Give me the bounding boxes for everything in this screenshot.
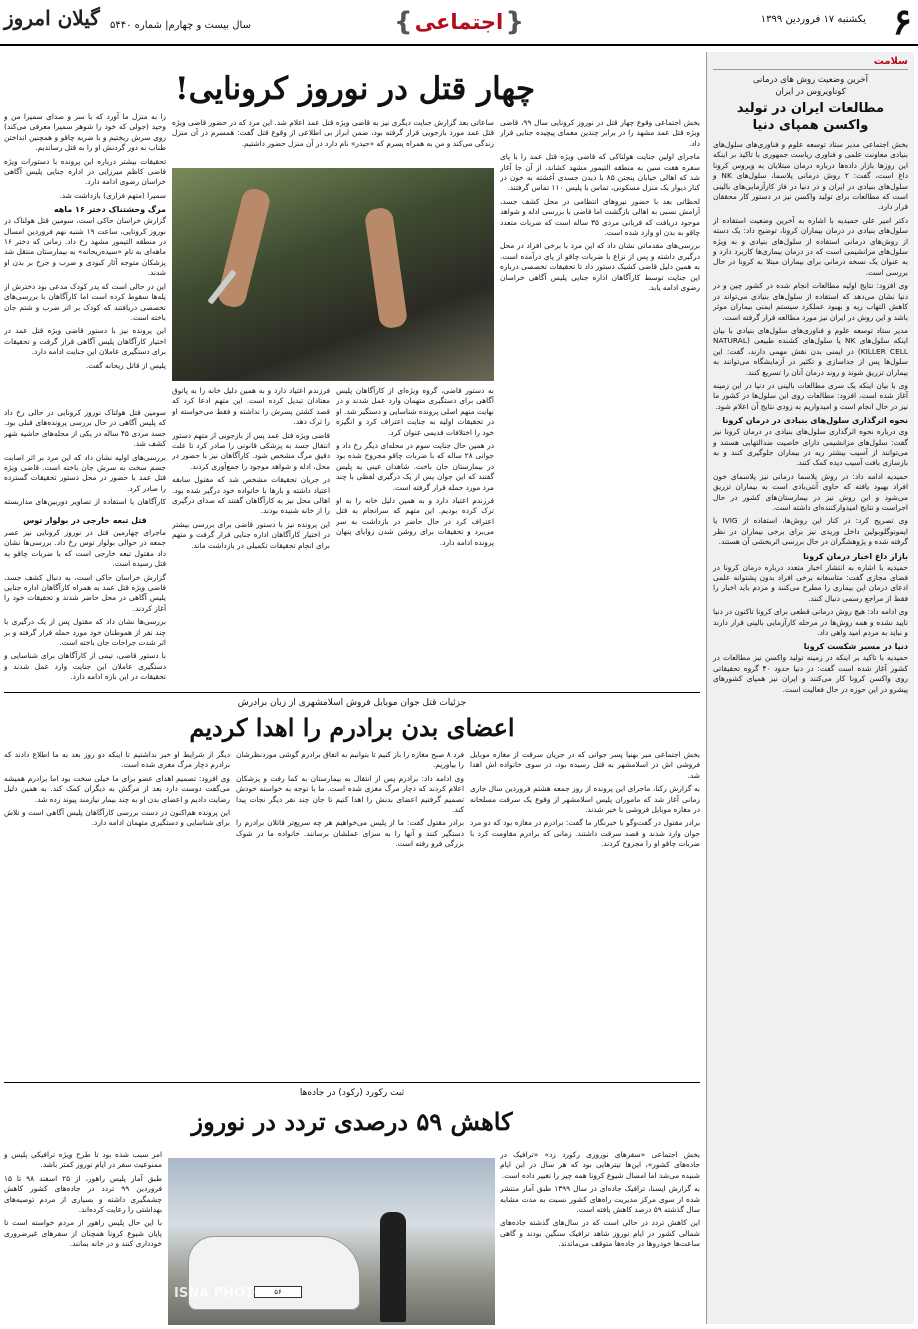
article1-paragraph: این پرونده نیز با دستور قاضی ویژه قتل عمد در اختیار کارآگاهان پلیس آگاهی قرار گرفت و تحقیقات برای دستگیری عاملان این جنایت ادامه دارد. — [4, 326, 166, 357]
article3-paragraph: با این حال پلیس راهور از مردم خواسته است تا پایان شیوع کرونا همچنان از سفرهای غیرضروری خودداری کنند و در خانه بمانند. — [4, 1218, 162, 1249]
article1-paragraph: در جریان تحقیقات مشخص شد که مقتول سابقه اعتیاد داشته و بارها با خانواده خود درگیر شده بود. اهالی محل نیز به کارآگاهان گفتند که صدای درگیری را از خانه شنیده بودند. — [172, 475, 330, 516]
sidebar-headline: مطالعات ایران در تولید واکسن همپای دنیا — [736, 101, 885, 133]
license-plate: ۵۶ — [254, 1286, 302, 1298]
article1-column — [336, 386, 494, 688]
sidebar-paragraph: حمیدیه با تاکید بر اینکه در زمینه تولید واکسن نیز مطالعات در کشور آغاز شده است گفت: در دنیا حدود ۴۰ گروه تحقیقاتی روی واکسن کرونا کار می‌کنند و ایران نیز همپای کشورهای پیشرو در این حوزه در حال فعالیت است. — [713, 653, 909, 694]
police-officer-figure — [380, 1212, 406, 1322]
article3-paragraph: بخش اجتماعی «سفرهای نوروزی رکورد زد» «ترافیک در جاده‌های کشور»، این‌ها تیترهایی بود که هر سال در این ایام شنیده می‌شد اما امسال شیوع کرونا همه چیز را تغییر داده است. — [500, 1150, 700, 1180]
article1-paragraph: سومین قتل هولناک نوروز کرونایی در حالی رخ داد که پلیس آگاهی در حال بررسی پرونده‌های قبلی بود. جسد مردی ۴۵ ساله در یکی از محله‌های حاشیه شهر کشف شد. — [4, 408, 166, 449]
article2-headline: اعضای بدن برادرم را اهدا کردیم — [189, 713, 515, 742]
article1-paragraph: گزارش خراسان حاکی است، سومین قتل هولناک در نوروز کرونایی، ساعت ۱۹ شنبه نهم فروردین امسال در منطقه التیمور مشهد رخ داد. زمانی که دختر ۱۶ ماهه‌ای به نام «سیده‌ریحانه» به بیمارستان منتقل شد پزشکان متوجه آثار کبودی و ضرب و جرح بر بدن او شدند. — [4, 216, 166, 278]
sidebar-paragraph: دکتر امیر علی حمیدیه با اشاره به آخرین وضعیت استفاده از سلول‌های بنیادی در درمان بیماران کرونا، توضیح داد: یک دسته از روش‌های درمانی استفاده از سلول‌های بنیادی و به ویژه سلول‌های مزانشیمی است که در درمان بیماری‌ها کاربرد دارد و به عنوان یک نسخه درمانی برای بیماران مبتلا به کرونا در حال بررسی است. — [713, 215, 908, 277]
sidebar-kicker-2: کوناویروس در ایران — [775, 87, 846, 97]
article3-column — [500, 1150, 700, 1326]
article2-paragraph: وی افزود: تصمیم اهدای عضو برای ما خیلی سخت بود اما برادرم همیشه می‌گفت دوست دارد بعد از مرگش به دیگران کمک کند. به همین دلیل رضایت دادیم و اعضای بدن او به چند بیمار نیازمند پیوند زده شد. — [4, 773, 230, 804]
issue-info: سال بیست و چهارم| شماره ۵۴۴۰ — [110, 20, 251, 31]
article2-paragraph: برادر مقتول گفت: ما از پلیس می‌خواهیم هر چه سریع‌تر قاتلان برادرم را دستگیر کنند و آنها را به سزای عملشان برسانند. خانواده ما در شوک بزرگی فرو رفته است. — [236, 818, 464, 849]
article1-paragraph: پلیس از قاتل ریحانه گفت. — [85, 360, 166, 370]
article1-subhead: قتل تبعه خارجی در بولوار توس — [23, 516, 147, 525]
sidebar-section: سلامت — [713, 56, 908, 70]
sidebar-subhead: دنیا در مسیر شکست کرونا — [803, 642, 908, 652]
article1-paragraph: فرزندم اعتیاد دارد و به همین دلیل خانه را به او ترک کرده بودیم. این متهم که سرانجام به قتل اعتراف کرد در حال حاضر در بازداشت به سر می‌برد و تحقیقات برای روشن شدن زوایای پنهان پرونده ادامه دارد. — [336, 496, 494, 547]
article2-kicker: جزئیات قتل جوان موبایل فروش اسلامشهری از زبان برادرش — [237, 698, 467, 708]
divider — [4, 1082, 700, 1083]
dateline: یکشنبه ۱۷ فروردین ۱۳۹۹ — [760, 14, 866, 25]
article2-paragraph: بخش اجتماعی میر بهنیا پسر جوانی که در جریان سرقت از مغازه موبایل فروشی اش در اسلامشهر به قتل رسیده بود، در سوی خانواده اش اهدا شد. — [470, 750, 700, 780]
article1-paragraph: این در حالی است که پدر کودک مدعی بود دخترش از پله‌ها سقوط کرده است اما کارآگاهان با بررسی‌های تخصصی دریافتند که کودک بر اثر ضرب و شتم جان باخته است. — [4, 281, 166, 322]
article1-paragraph: ساعاتی بعد گزارش جنایت دیگری نیز به قاضی ویژه قتل عمد اعلام شد. این مرد که در حضور قاضی ویژه قتل عمد مورد بازجویی قرار گرفته بود، ضمن ابراز بی اطلاعی از وقوع قتل گفت: همسرم در آن منزل زندگی می‌کند و من به همراه پسرم که «حیدر» نام دارد در آن منزل حضور داشتیم. — [172, 118, 494, 148]
sidebar-paragraph: وی درباره نحوه اثرگذاری سلول‌های بنیادی در درمان کرونا نیز گفت: سلول‌های مزانشیمی دارای خاصیت ضدالتهابی هستند و می‌توانند از آسیب بیشتر ریه در بیماران جلوگیری کنند و به بازسازی بافت آسیب دیده کمک کنند. — [713, 427, 908, 468]
article3-paragraph: طبق آمار پلیس راهور، از ۲۵ اسفند ۹۸ تا ۱۵ فروردین ۹۹ تردد در جاده‌های کشور کاهش چشمگیری داشته و بسیاری از مردم توصیه‌های بهداشتی را رعایت کرده‌اند. — [4, 1173, 162, 1215]
page-number: ۶ — [892, 1, 912, 43]
article1-paragraph: کارآگاهان با استفاده از تصاویر دوربین‌های مداربسته — [4, 497, 166, 507]
article3-kicker: ثبت رکورد (رکود) در جاده‌ها — [299, 1088, 405, 1098]
article2-column — [4, 750, 230, 980]
article2-paragraph: به گزارش رکنا، ماجرای این پرونده از روز جمعه هشتم فروردین سال جاری زمانی آغاز شد که ماموران پلیس اسلامشهر از وقوع یک سرقت مسلحانه در مغازه موبایل فروشی با خبر شدند. — [470, 784, 700, 815]
article1-paragraph: بررسی‌های اولیه نشان داد که این مرد بر اثر اصابت جسم سخت به سرش جان باخته است. قاضی ویژه قتل عمد با حضور در محل دستور تحقیقات گسترده را صادر کرد. — [4, 452, 166, 493]
sidebar-subhead: نحوه اثرگذاری سلول‌های بنیادی در درمان کرونا — [722, 416, 908, 426]
article2-paragraph: برادر مقتول در گفت‌وگو با خبرنگار ما گفت: برادرم در مغازه بود که دو مرد جوان وارد شدند و قصد سرقت داشتند. زمانی که برادرم مقاومت کرد با ضربات چاقو او را مجروح کردند. — [470, 818, 700, 849]
brand-logo: گیلان امروز — [4, 6, 100, 30]
article1-paragraph: در همین حال جنایت سوم در محله‌ای دیگر رخ داد و جوانی ۲۸ ساله که با ضربات چاقو مجروح شده بود در بیمارستان جان باخت. شاهدان عینی به پلیس گفتند که این جوان پس از یک درگیری لفظی با چند مرد مورد حمله قرار گرفته است. — [336, 441, 494, 492]
photo-arm — [216, 186, 272, 309]
article1-subhead: مرگ وحشتناک دختر ۱۶ ماهه — [53, 205, 166, 215]
article1-paragraph: ماجرای چهارمین قتل در نوروز کرونایی نیز عصر جمعه در حوالی بولوار توس رخ داد. بررسی‌ها نشان داد مقتول تبعه خارجی است که با ضربات چاقو به قتل رسیده است. — [4, 528, 166, 569]
article1-paragraph: به دستور قاضی، گروه ویژه‌ای از کارآگاهان پلیس آگاهی برای دستگیری متهمان وارد عمل شدند و در نهایت متهم اصلی پرونده شناسایی و دستگیر شد. او در تحقیقات اولیه به جنایت اعتراف کرد و انگیزه خود را اختلافات قدیمی عنوان کرد. — [336, 386, 494, 437]
photo-arm — [364, 207, 408, 330]
sidebar-paragraph: بخش اجتماعی مدیر ستاد توسعه علوم و فناوری‌های سلول‌های بنیادی معاونت علمی و فناوری ریاست جمهوری با تاکید بر اینکه این روزها بازار داده‌ها درباره درمان مبتلایان به ویروس کرونا داغ است، گفت: ۲ روش درمانی پلاسما، سلول‌های NK و سلول‌های بنیادی در ایران و در دنیا در فاز کارآزمایی‌های بالینی است که مطالعات برای تولید واکسن نیز در دستور کار محققان قرار دارد. — [713, 140, 908, 212]
sidebar-paragraph: وی ادامه داد: هیچ روش درمانی قطعی برای کرونا تاکنون در دنیا تایید نشده و همه روش‌ها در مرحله کارآزمایی بالینی قرار دارند و نباید به مردم امید واهی داد. — [713, 607, 908, 638]
article3-paragraph: امر سبب شده بود تا طرح ویژه ترافیکی پلیس و ممنوعیت سفر در ایام نوروز کمتر باشد. — [4, 1150, 162, 1170]
article1-column — [172, 118, 494, 166]
article1-paragraph: تحقیقات بیشتر درباره این پرونده با دستورات ویژه قاضی کاظم میرزایی در اداره جنایی پلیس آگاهی خراسان رضوی ادامه دارد. — [4, 156, 166, 187]
sidebar-health — [706, 52, 914, 1324]
sidebar-paragraph: وی با بیان اینکه یک سری مطالعات بالینی در دنیا در این زمینه آغاز شده است، افزود: مطالعات روی این سلول‌ها در کشور ما نیز در حال انجام است و امیدواریم به زودی نتایج آن اعلام شود. — [713, 380, 908, 411]
article1-paragraph: بخش اجتماعی وقوع چهار قتل در نوروز کرونایی سال ۹۹، قاضی ویژه قتل عمد مشهد را در برابر چندین معمای پیچیده جنایی قرار داد. — [500, 118, 700, 148]
section-title: { اجتماعی } — [400, 4, 518, 40]
sidebar-paragraph: وی تصریح کرد: در کنار این روش‌ها، استفاده از IVIG یا ایمونوگلوبولین داخل وریدی نیز برای برخی بیماران در نظر گرفته شده و پژوهشگران در حال بررسی اثربخشی آن هستند. — [713, 516, 908, 547]
article3-photo — [168, 1158, 495, 1325]
article1-paragraph: قاضی ویژه قتل عمد پس از بازجویی از متهم دستور انتقال جسد به پزشکی قانونی را صادر کرد تا علت دقیق مرگ مشخص شود. کارآگاهان نیز با حضور در محل، ادله و شواهد موجود را جمع‌آوری کردند. — [172, 430, 330, 471]
article1-paragraph: ماجرای اولین جنایت هولناکی که قاضی ویژه قتل عمد را با پای سفره هفت سین به منطقه التیمور مشهد کشاند، از آن جا آغاز شد که اهالی خیابان پنجتن ۸۵ با دیدن جسدی آغشته به خون در کنار دیوار یک منزل مسکونی، تماس با پلیس ۱۱۰ تماس گرفتند. — [500, 152, 700, 193]
article1-column — [172, 386, 330, 688]
divider — [4, 692, 700, 693]
article2-paragraph: فرد ۸ صبح مغازه را باز کنیم تا بتوانیم به اتفاق برادرم گوشی موردنظرشان را بیاوریم. — [236, 750, 464, 770]
article2-paragraph: وی ادامه داد: برادرم پس از انتقال به بیمارستان به کما رفت و پزشکان اعلام کردند که دچار مرگ مغزی شده است. ما با توجه به خواسته خودش تصمیم گرفتیم اعضای بدنش را اهدا کنیم تا جان چند نفر دیگر نجات پیدا کند. — [236, 773, 464, 815]
sidebar-paragraph: حمیدیه با اشاره به انتشار اخبار متعدد درباره درمان کرونا در فضای مجازی گفت: متاسفانه برخی افراد بدون پشتوانه علمی ادعای درمان این بیماری را مطرح می‌کنند و مردم باید اخبار را فقط از مراجع رسمی دنبال کنند. — [713, 562, 908, 603]
sidebar-paragraph: وی افزود: نتایج اولیه مطالعات انجام شده در کشور چین و در دنیا نشان می‌دهد که استفاده از سلول‌های بنیادی می‌تواند در کاهش التهاب ریه و بهبود عملکرد سیستم ایمنی بیماران موثر باشد و این روش در ایران نیز مورد مطالعه قرار گرفته است. — [713, 281, 908, 322]
article1-column — [4, 408, 166, 508]
article1-paragraph: این پرونده نیز با دستور قاضی برای بررسی بیشتر در اختیار کارآگاهان اداره جنایی قرار گرفت و متهم برای انجام تحقیقات تکمیلی در بازداشت ماند. — [172, 519, 330, 550]
article1-paragraph: لحظاتی بعد با حضور نیروهای انتظامی در محل کشف جسد، آرامش نسبی به اهالی بازگشت اما قاضی با بررسی ادله و شواهد موجود دریافت که قربانی مردی ۳۵ ساله است که ضربات متعدد چاقو به بدن او وارد شده است. — [500, 196, 700, 238]
article1-paragraph: بررسی‌ها نشان داد که مقتول پس از یک درگیری با چند نفر از هموطنان خود مورد حمله قرار گرفته و بر اثر شدت جراحات جان باخته است. — [4, 617, 166, 648]
article1-paragraph: بررسی‌های مقدماتی نشان داد که این مرد با برخی افراد در محل درگیری داشته و پس از نزاع با ضربات چاقو از پای درآمده است. به همین دلیل قاضی کشیک دستور داد تا تحقیقات تخصصی درباره این جنایت توسط کارآگاهان اداره جنایی پلیس آگاهی خراسان رضوی ادامه یابد. — [500, 241, 700, 293]
article1-column — [4, 528, 166, 688]
article2-paragraph: این پرونده هم‌اکنون در دست بررسی کارآگاهان پلیس آگاهی است و تلاش برای شناسایی و دستگیری متهمان ادامه دارد. — [4, 808, 230, 828]
sidebar-subhead: بازار داغ اخبار درمان کرونا — [803, 551, 908, 561]
article3-paragraph: این کاهش تردد در حالی است که در سال‌های گذشته جاده‌های شمالی کشور در ایام نوروز شاهد ترافیک سنگین بودند و گاهی ساعت‌ها خودروها در جاده‌ها متوقف می‌ماندند. — [500, 1218, 700, 1249]
header-rule — [0, 44, 918, 46]
article1-paragraph: را به منزل ما آورد که با سر و صدای سمیرا من و وحید (جولی که خود را شوهر سمیرا معرفی می‌کند) روی سرش ریختیم و با ضربه چاقو و همچنین انداختن طناب به دور گردنش او را به قتل رساندیم. — [4, 112, 166, 153]
article1-paragraph: فرزندم اعتیاد دارد و به همین دلیل خانه را به پاتوق معتادان تبدیل کرده است. این متهم ادعا کرد که قصد کشتن پسرش را نداشته و فقط می‌خواسته او را ترک دهد. — [172, 386, 330, 427]
article3-headline: کاهش ۵۹ درصدی تردد در نوروز — [191, 1107, 513, 1136]
sidebar-paragraph: حمیدیه ادامه داد: در روش پلاسما درمانی نیز پلاسمای خون افراد بهبود یافته که حاوی آنتی‌بادی است به بیماران تزریق می‌شود و این روش نیز در بیمارستان‌های کشور در حال اجراست و نتایج امیدوارکننده‌ای داشته است. — [713, 471, 908, 512]
article1-paragraph: سمیرا (متهم فراری) بازداشت شد. — [59, 190, 166, 200]
article1-column — [500, 118, 700, 688]
article1-paragraph: با دستور قاضی، تیمی از کارآگاهان برای شناسایی و دستگیری عاملان این جنایت وارد عمل شدند و تحقیقات در این باره ادامه دارد. — [4, 651, 166, 682]
sidebar-kicker-1: آخرین وضعیت روش های درمانی — [752, 75, 869, 85]
photo-credit: ISNA PHOTO — [174, 1286, 266, 1301]
article2-paragraph: دیگر از شرایط او خبر نداشتیم تا اینکه دو روز بعد به ما اطلاع دادند که برادرم دچار مرگ مغزی شده است. — [4, 750, 230, 770]
article3-column — [4, 1150, 162, 1326]
article2-column — [470, 750, 700, 980]
article2-column — [236, 750, 464, 980]
article1-headline: چهار قتل در نوروز کرونایی! — [175, 71, 535, 107]
article1-paragraph: گزارش خراسان حاکی است، به دنبال کشف جسد، قاضی ویژه قتل عمد به همراه کارآگاهان اداره جنایی پلیس آگاهی در محل حاضر شدند و تحقیقات خود را آغاز کردند. — [4, 572, 166, 613]
article3-paragraph: به گزارش ایسنا، ترافیک جاده‌ای در سال ۱۳۹۹ طبق آمار منتشر شده از سوی مرکز مدیریت راه‌های کشور نسبت به مدت مشابه سال گذشته ۵۹ درصد کاهش یافته است. — [500, 1184, 700, 1215]
sidebar-paragraph: مدیر ستاد توسعه علوم و فناوری‌های سلول‌های بنیادی با بیان اینکه سلول‌های NK یا سلول‌های کشنده طبیعی (NATURAL KILLER CELL) در ایمنی بدن نقش مهمی دارند، گفت: این سلول‌ها پس از جداسازی و تکثیر در آزمایشگاه می‌توانند به بیماران تزریق شوند و روند درمان آنان را تسریع کنند. — [713, 325, 908, 377]
article1-photo — [172, 168, 494, 381]
article1-column — [4, 112, 166, 404]
